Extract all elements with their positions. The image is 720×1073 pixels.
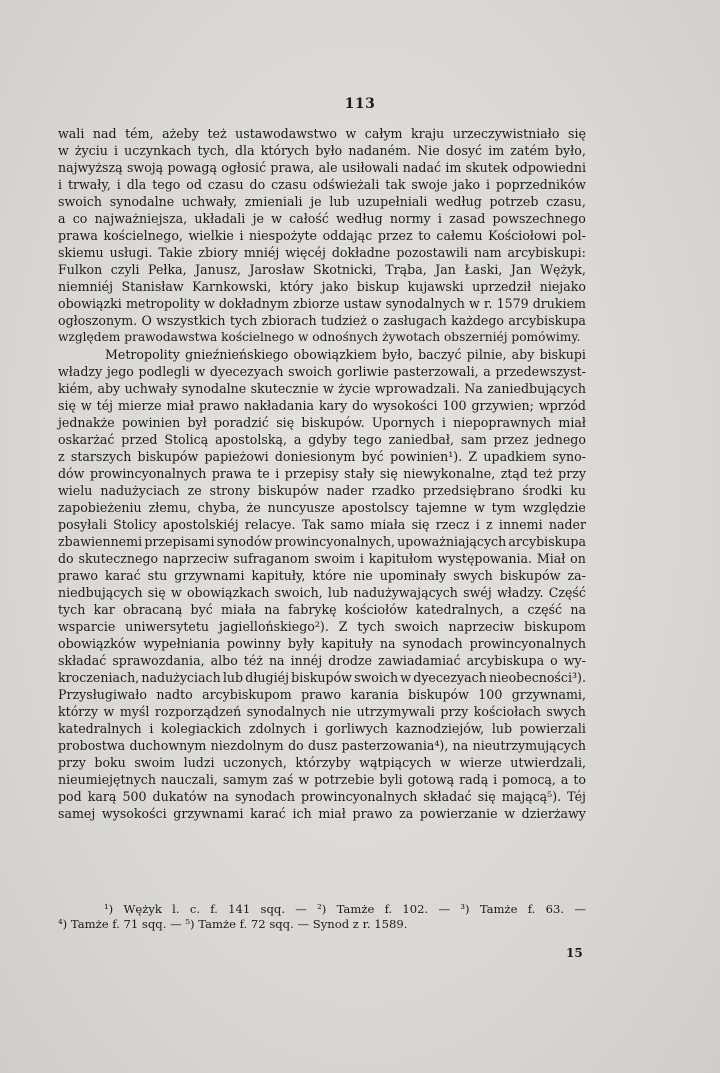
text-line: i trwały, i dla tego od czasu do czasu odświeżali tak swoje jako i poprzedników bbox=[58, 177, 586, 192]
text-line: do skutecznego naprzeciw sufraganom swoim i kapitułom występowania. Miał on bbox=[58, 551, 586, 566]
footnotes bbox=[58, 902, 586, 932]
text-line: kiém, aby uchwały synodalne skutecznie w życie wprowadzali. Na zaniedbujących bbox=[58, 381, 586, 396]
text-line: samej wysokości grzywnami karać ich miał prawo za powierzanie w dzierżawy bbox=[58, 806, 586, 821]
text-line: najwyższą swoją powagą ogłosić prawa, ale usiłowali nadać im skutek odpowiedni bbox=[58, 160, 586, 175]
text-line: wali nad tém, ażeby też ustawodawstwo w całym kraju urzeczywistniało się bbox=[58, 126, 586, 141]
text-line: zapobieżeniu złemu, chyba, że nuncyusze apostolscy tajemne w tym względzie bbox=[58, 500, 586, 515]
text-line: się w téj mierze miał prawo nakładania kary do wysokości 100 grzywien; wprzód bbox=[58, 398, 586, 413]
text-line: probostwa duchownym niezdolnym do dusz pasterzowania⁴), na nieutrzymujących bbox=[58, 738, 586, 753]
text-line: względem prawodawstwa kościelnego w odnośnych żywotach obszerniéj pomówimy. bbox=[58, 330, 581, 344]
text-line: skiemu usługi. Takie zbiory mniéj więcéj dokładne pozostawili nam arcybiskupi: bbox=[58, 245, 586, 260]
text-line: dów prowincyonalnych prawa te i przepisy stały się niewykonalne, ztąd też przy bbox=[58, 466, 586, 481]
text-line: posyłali Stolicy apostolskiéj relacye. Tak samo miała się rzecz i z innemi nader bbox=[58, 517, 586, 532]
footnote-line: ⁴) Tamże f. 71 sqq. — ⁵) Tamże f. 72 sqq. — Synod z r. 1589. bbox=[58, 917, 408, 931]
text-line: pod karą 500 dukatów na synodach prowincyonalnych składać się mającą⁵). Téj bbox=[58, 789, 586, 804]
text-line: oskarżać przed Stolicą apostolską, a gdyby tego zaniedbał, sam przez jednego bbox=[58, 432, 586, 447]
signature-mark: 15 bbox=[566, 946, 583, 960]
text-line: a co najważniejsza, układali je w całość według normy i zasad powszechnego bbox=[58, 211, 586, 226]
text-line: którzy w myśl rozporządzeń synodalnych nie utrzymywali przy kościołach swych bbox=[58, 704, 586, 719]
text-line: ogłoszonym. O wszystkich tych zbiorach tudzież o zasługach każdego arcybiskupa bbox=[58, 313, 586, 328]
text-line: kroczeniach, nadużyciach lub długiéj biskupów swoich w dyecezyach nieobecności³). bbox=[58, 670, 586, 685]
body-text bbox=[58, 125, 586, 822]
footnote-line: ¹) Wężyk l. c. f. 141 sqq. — ²) Tamże f. 102. — ³) Tamże f. 63. — bbox=[104, 902, 586, 916]
text-line: katedralnych i kolegiackich zdolnych i gorliwych kaznodziejów, lub powierzali bbox=[58, 721, 586, 736]
text-line: prawo karać stu grzywnami kapituły, które nie upominały swych biskupów za- bbox=[58, 568, 586, 583]
text-line: Fulkon czyli Pełka, Janusz, Jarosław Skotnicki, Trąba, Jan Łaski, Jan Wężyk, bbox=[58, 262, 586, 277]
text-line: wsparcie uniwersytetu jagiellońskiego²). Z tych swoich naprzeciw biskupom bbox=[58, 619, 586, 634]
text-line: w życiu i uczynkach tych, dla których było nadaném. Nie dosyć im zatém było, bbox=[58, 143, 586, 158]
text-line: nieumiejętnych nauczali, samym zaś w potrzebie byli gotową radą i pomocą, a to bbox=[58, 772, 586, 787]
text-line: jednakże powinien był poradzić się biskupów. Upornych i niepoprawnych miał bbox=[58, 415, 586, 430]
text-line: z starszych biskupów papieżowi doniesionym być powinien¹). Z upadkiem syno- bbox=[58, 449, 586, 464]
text-line: Metropolity gnieźnieńskiego obowiązkiem było, baczyć pilnie, aby biskupi bbox=[105, 347, 586, 362]
text-line: obowiązków wypełniania powinny były kapituły na synodach prowincyonalnych bbox=[58, 636, 586, 651]
page-number: 113 bbox=[344, 96, 376, 112]
text-line: władzy jego podlegli w dyecezyach swoich gorliwie pasterzowali, a przedewszyst- bbox=[58, 364, 586, 379]
text-line: przy boku swoim ludzi uczonych, którzyby wątpiących w wierze utwierdzali, bbox=[58, 755, 586, 770]
text-line: niedbujących się w obowiązkach swoich, lub nadużywających swéj władzy. Część bbox=[58, 585, 586, 600]
text-line: niemniéj Stanisław Karnkowski, który jako biskup kujawski uprzedził niejako bbox=[58, 279, 586, 294]
text-line: swoich synodalne uchwały, zmieniali je lub uzupełniali według potrzeb czasu, bbox=[58, 194, 586, 209]
text-line: tych kar obracaną być miała na fabrykę kościołów katedralnych, a część na bbox=[58, 602, 586, 617]
text-line: prawa kościelnego, wielkie i niespożyte oddając przez to całemu Kościołowi pol- bbox=[58, 228, 586, 243]
text-line: składać sprawozdania, albo téż na innéj drodze zawiadamiać arcybiskupa o wy- bbox=[58, 653, 586, 668]
text-line: wielu nadużyciach ze strony biskupów nader rzadko przedsiębrano środki ku bbox=[58, 483, 586, 498]
text-line: obowiązki metropolity w dokładnym zbiorze ustaw synodalnych w r. 1579 drukiem bbox=[58, 296, 586, 311]
text-line: Przysługiwało nadto arcybiskupom prawo karania biskupów 100 grzywnami, bbox=[58, 687, 586, 702]
text-line: zbawiennemi przepisami synodów prowincyonalnych, upoważniających arcybiskupa bbox=[58, 534, 586, 549]
